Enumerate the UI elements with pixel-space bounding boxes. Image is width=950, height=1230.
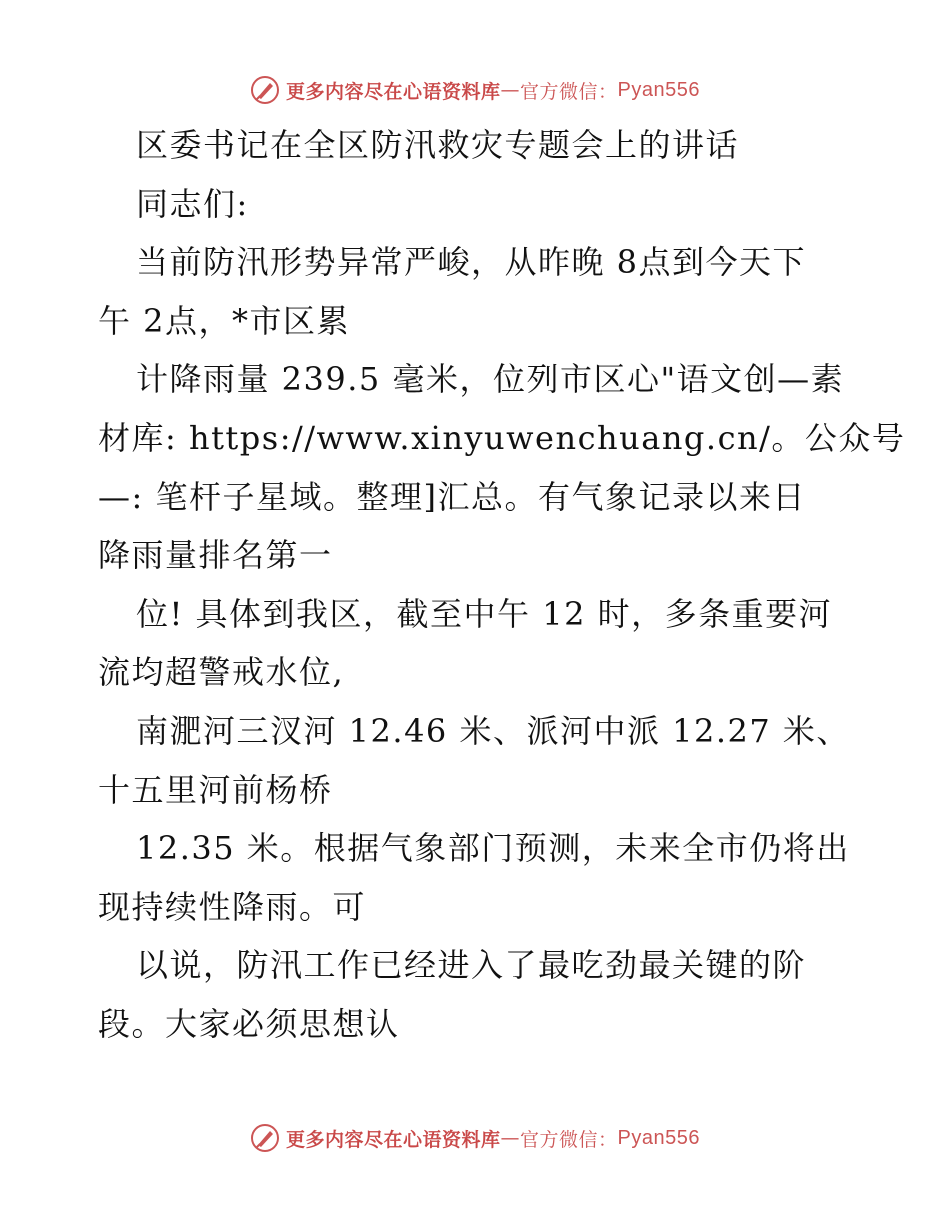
body-text-line: 以说，防汛工作已经进入了最吃劲最关键的阶 xyxy=(136,946,807,985)
body-text-line: 位! 具体到我区，截至中午 12 时，多条重要河 xyxy=(136,594,833,633)
body-text-line: 南淝河三汊河 12.46 米、派河中派 12.27 米、 xyxy=(136,711,850,750)
body-text-line: 十五里河前杨桥 xyxy=(98,770,333,809)
footer-banner xyxy=(0,1118,950,1158)
banner-brand-text: 更多内容尽在心语资料库 xyxy=(285,1128,501,1151)
quill-logo-icon xyxy=(250,1123,280,1153)
body-text-line: 段。大家必须思想认 xyxy=(98,1004,400,1043)
quill-logo-icon xyxy=(250,75,280,105)
banner-wechat-id: Pyan556 xyxy=(617,1126,700,1149)
banner-brand-text: 更多内容尽在心语资料库 xyxy=(285,80,501,103)
document-body xyxy=(98,116,906,1054)
body-text-line: 当前防汛形势异常严峻，从昨晚 8点到今天下 xyxy=(136,243,807,282)
header-banner xyxy=(0,70,950,110)
banner-dash: — xyxy=(500,79,520,101)
banner-dash: — xyxy=(500,1127,520,1149)
body-text-line: 12.35 米。根据气象部门预测，未来全市仍将出 xyxy=(136,829,850,868)
banner-wechat-id: Pyan556 xyxy=(617,78,700,101)
banner-official-label: 官方微信 xyxy=(520,80,599,103)
body-text-line: 现持续性降雨。可 xyxy=(98,887,367,926)
body-text-line: 午 2点，*市区累 xyxy=(98,301,351,340)
body-text-line: 降雨量排名第一 xyxy=(98,536,333,575)
body-text-line: 同志们: xyxy=(136,184,249,223)
document-title: 区委书记在全区防汛救灾专题会上的讲话 xyxy=(136,126,740,164)
body-text-line: 计降雨量 239.5 毫米，位列市区心"语文创—素 xyxy=(136,360,845,399)
banner-colon: ： xyxy=(598,1128,618,1151)
banner-official-label: 官方微信 xyxy=(520,1128,599,1151)
body-text-line: —: 笔杆子星域。整理]汇总。有气象记录以来日 xyxy=(98,477,806,516)
body-text-line: 流均超警戒水位, xyxy=(98,653,345,692)
body-text-line: 材库: https://www.xinyuwenchuang.cn/。公众号 xyxy=(98,418,906,457)
banner-colon: ： xyxy=(598,80,618,103)
